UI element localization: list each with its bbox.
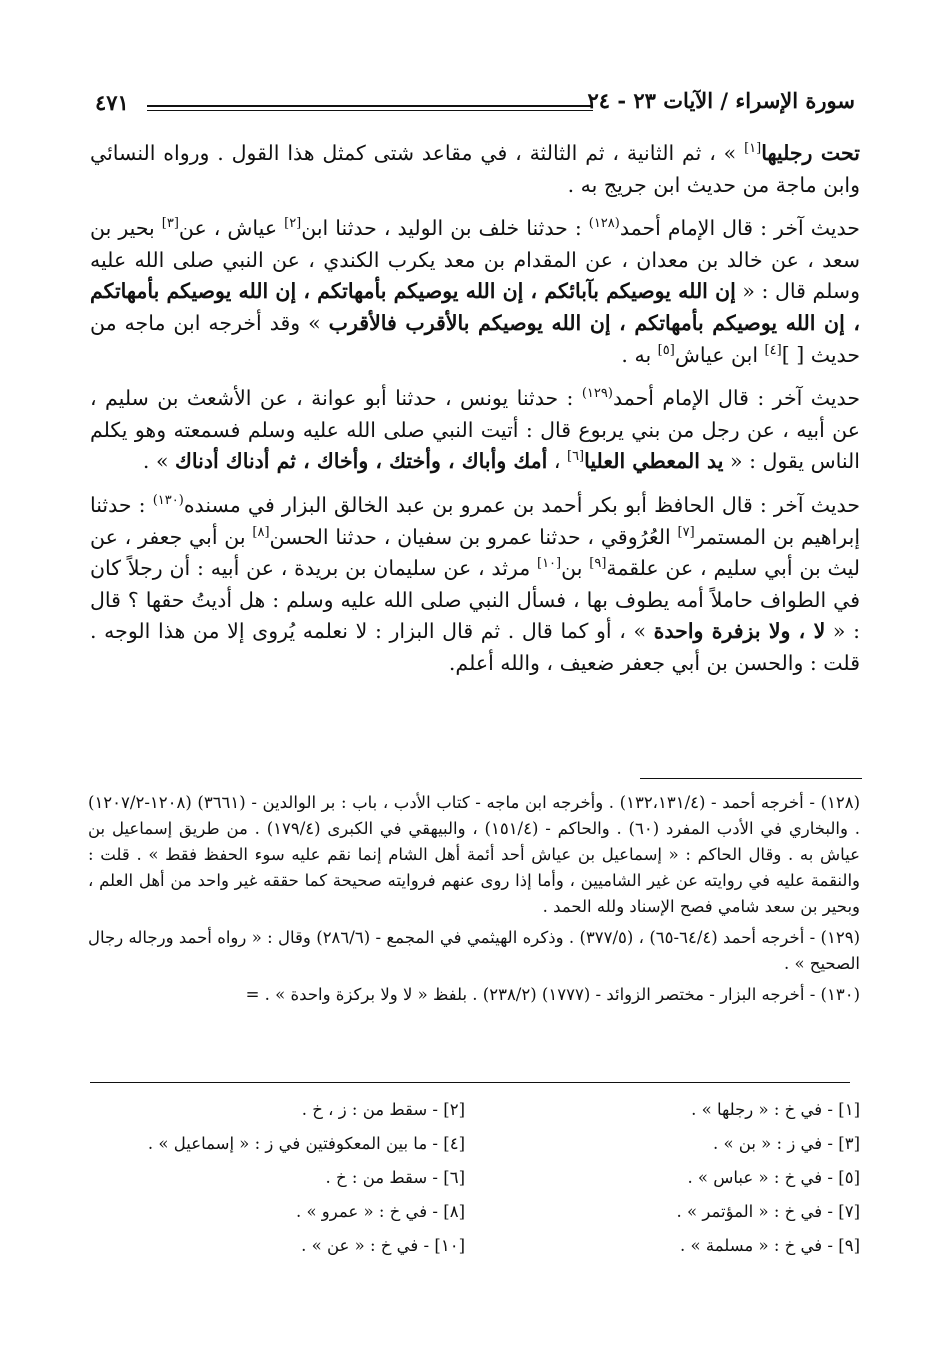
footnote-129: (١٢٩) - أخرجه أحمد (٦٤/٤-٦٥) ، (٣٧٧/٥) . وذكره الهيثمي في المجمع - (٢٨٦/٦) وقال : « رواه أحمد ورجاله رجال الصحيح » . xyxy=(88,928,860,973)
header-rule-thin xyxy=(147,110,593,111)
text-run: العُرُوقي ، حدثنا عمرو بن سفيان ، حدثنا الحسن xyxy=(269,524,678,549)
variant-row xyxy=(100,1100,860,1134)
variants-separator xyxy=(90,1082,850,1083)
running-title: سورة الإسراء / الآيات ٢٣ - ٢٤ xyxy=(587,88,855,113)
text-run: : حدثنا يونس ، حدثنا أبو عوانة ، عن الأشعث بن سليم ، عن أبيه ، عن رجل من بني يربوع قال : أتيت النبي صلى الله عليه وسلم فسمعته وهو يكلم الناس يقول : « xyxy=(90,386,860,474)
paragraph-3 xyxy=(90,383,860,478)
variant-note: [٦] - سقط من : خ . xyxy=(325,1168,465,1187)
footnote-ref: [٩] xyxy=(589,556,607,572)
manuscript-variants xyxy=(100,1100,860,1270)
variant-note: [٨] - في خ : « عمرو » . xyxy=(295,1202,465,1221)
bold-quote: أمك وأباك ، وأختك ، وأخاك ، ثم أدناك أدناك xyxy=(175,449,548,474)
variant-row xyxy=(100,1134,860,1168)
footnote-ref: [٨] xyxy=(252,524,270,540)
main-text xyxy=(90,138,860,680)
footnote-ref: [٣] xyxy=(161,216,179,232)
footnote-ref: [٦] xyxy=(566,449,585,465)
text-run: ] xyxy=(781,342,790,367)
variant-note: [٣] - في ز : « بن » . xyxy=(712,1134,860,1153)
variant-note: [٩] - في خ : « مسلمة » . xyxy=(680,1236,860,1255)
paragraph-2 xyxy=(90,213,860,371)
bold-quote: لا ، ولا بزفرة واحدة xyxy=(653,619,826,644)
variant-note: [١] - في خ : « رجلها » . xyxy=(691,1100,860,1119)
bold-quote: تحت رجليها xyxy=(761,141,860,165)
text-run: مرثد ، عن سليمان بن بريدة ، عن أبيه : أن رجلاً كان في الطواف حاملاً أمه يطوف بها ، فسأل النبي صلى الله عليه وسلم : هل أديتُ حقها ؟ قال : « xyxy=(90,556,860,644)
footnote-ref: (١٢٨) xyxy=(588,216,620,232)
variant-note: [٢] - سقط من : ز ، خ . xyxy=(301,1100,465,1119)
variant-note: [٤] - ما بين المعكوفتين في ز : « إسماعيل » . xyxy=(147,1134,465,1153)
footnotes xyxy=(88,790,860,1013)
text-run: » وقد أخرجه ابن ماجه من حديث [ xyxy=(90,310,860,367)
text-run: : حدثنا إبراهيم بن المستمر xyxy=(90,492,861,549)
text-run: به . xyxy=(621,342,658,367)
paragraph-4 xyxy=(90,490,860,680)
footnote-ref: [٤] xyxy=(764,342,782,358)
footnote-130: (١٣٠) - أخرجه البزار - مختصر الزوائد - (١٧٧٧) (٢٣٨/٢) . بلفظ « لا ولا بركزة واحدة » . = xyxy=(245,985,860,1004)
text-run: حديث آخر : قال الحافظ أبو بكر أحمد بن عمرو بن عبد الخالق البزار في مسنده xyxy=(183,492,860,517)
page-header xyxy=(95,86,855,120)
footnote-ref: [٥] xyxy=(657,342,675,358)
text-run: » ، أو كما قال . ثم قال البزار : لا نعلمه يُروى إلا من هذا الوجه . قلت : والحسن بن أبي جعفر ضعيف ، والله أعلم. xyxy=(90,619,860,675)
text-run: بن أبي جعفر ، عن ليث بن أبي سليم ، عن علقمة xyxy=(90,524,861,581)
header-rule xyxy=(147,105,593,107)
text-run: حديث آخر : قال الإمام أحمد xyxy=(619,216,860,241)
text-run: ، xyxy=(547,449,567,474)
bold-quote: إن الله يوصيكم بآبائكم ، إن الله يوصيكم بأمهاتكم ، إن الله يوصيكم بأمهاتكم ، إن الله يوصيكم بأمهاتكم ، إن الله يوصيكم بالأقرب فالأقرب xyxy=(90,279,860,335)
footnote-separator xyxy=(640,778,862,779)
paragraph-1 xyxy=(90,138,860,201)
footnote-ref: [١] xyxy=(744,141,762,157)
footnote-ref: [٢] xyxy=(284,216,302,232)
text-run: : حدثنا خلف بن الوليد ، حدثنا ابن xyxy=(301,216,589,241)
variant-row xyxy=(100,1168,860,1202)
text-run: » . xyxy=(142,449,175,474)
footnote-ref: [١٠] xyxy=(537,556,562,572)
text-run: حديث آخر : قال الإمام أحمد xyxy=(612,386,860,411)
text-run: بن xyxy=(561,556,590,581)
variant-note: [١٠] - في خ : « عن » . xyxy=(301,1236,465,1255)
footnote-ref: [٧] xyxy=(677,524,695,540)
footnote-ref: (١٢٩) xyxy=(581,386,613,402)
footnote-128: (١٢٨) - أخرجه أحمد - (١٣٢،١٣١/٤) . وأخرجه ابن ماجه - كتاب الأدب ، باب : بر الوالدين - (٣٦٦١) (١٢٠٨-١٢٠٧/٢) . والبخاري في الأدب المفرد (٦٠) . والحاكم - (١٥١/٤) ، والبيهقي في الكبرى (١٧٩/٤) . من طريق إسماعيل بن عياش به . وقال الحاكم : « إسماعيل بن عياش أحد أئمة أهل الشام إنما نقم عليه سوء الحفظ فقط » . قلت : والنقمة عليه في روايته عن غير الشاميين ، وأما إذا روى عنهم فروايته صحيحة كما حققه غير واحد من أهل العلم ، وبحير بن سعد شامي فصح الإسناد ولله الحمد . xyxy=(88,793,860,916)
bold-quote: يد المعطي العليا xyxy=(584,449,724,474)
text-run: » ، ثم الثانية ، ثم الثالثة ، في مقاعد شتى كمثل هذا القول . ورواه النسائي وابن ماجة من حديث ابن جريج به . xyxy=(90,141,860,197)
variant-row xyxy=(100,1236,860,1270)
footnote-ref: (١٣٠) xyxy=(152,493,184,509)
page-number: ٤٧١ xyxy=(95,90,129,115)
text-run: عياش ، عن xyxy=(178,216,285,241)
text-run: بحير بن سعد ، عن خالد بن معدان ، عن المقدام بن معد يكرب الكندي ، عن النبي صلى الله عليه وسلم قال : « xyxy=(90,216,860,304)
variant-row xyxy=(100,1202,860,1236)
variant-note: [٧] - في خ : « المؤتمر » . xyxy=(676,1202,860,1221)
text-run: ابن عياش xyxy=(674,342,765,367)
variant-note: [٥] - في خ : « عباس » . xyxy=(687,1168,860,1187)
